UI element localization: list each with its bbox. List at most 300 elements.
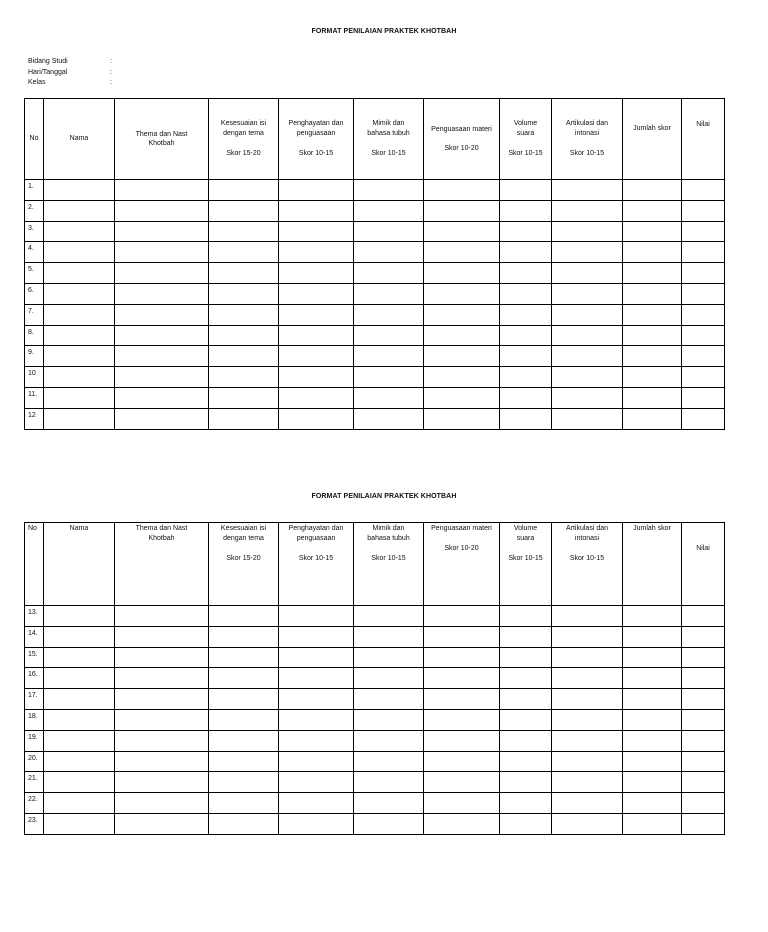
score-cell[interactable] [623,626,682,647]
score-cell[interactable] [44,626,115,647]
score-cell[interactable] [552,606,623,627]
header-volume: Volume suara Skor 10-15 [500,99,552,180]
score-cell[interactable] [682,793,725,814]
score-cell[interactable] [552,751,623,772]
score-cell[interactable] [682,346,725,367]
table-row [25,304,725,325]
score-cell[interactable] [424,283,500,304]
score-cell[interactable] [424,647,500,668]
score-cell[interactable] [424,626,500,647]
score-cell[interactable] [552,668,623,689]
score-cell[interactable] [500,200,552,221]
score-cell[interactable] [682,668,725,689]
score-cell[interactable] [279,200,354,221]
score-cell[interactable] [44,200,115,221]
header-nama: Nama [44,99,115,180]
score-cell[interactable] [623,751,682,772]
score-cell[interactable] [209,367,279,388]
score-cell[interactable] [209,346,279,367]
score-cell[interactable] [623,221,682,242]
table-row [25,606,725,627]
header-no: No [25,523,44,606]
score-cell[interactable] [115,387,209,408]
score-cell[interactable] [209,606,279,627]
score-cell[interactable] [44,793,115,814]
score-cell[interactable] [682,263,725,284]
score-cell[interactable] [623,325,682,346]
row-number: 11. [25,387,44,408]
score-cell[interactable] [424,730,500,751]
score-cell[interactable] [500,813,552,834]
score-cell[interactable] [354,813,424,834]
score-cell[interactable] [682,689,725,710]
score-cell[interactable] [44,606,115,627]
score-cell[interactable] [623,304,682,325]
meta-label: Kelas [28,79,46,86]
score-cell[interactable] [115,647,209,668]
score-cell[interactable] [279,709,354,730]
score-cell[interactable] [209,408,279,429]
meta-colon: : [110,68,112,76]
score-cell[interactable] [115,772,209,793]
header-penguasaan-materi: Penguasaan materi Skor 10-20 [424,99,500,180]
score-cell[interactable] [424,772,500,793]
score-cell[interactable] [552,221,623,242]
meta-row-kelas [28,78,128,89]
score-cell[interactable] [682,772,725,793]
score-cell[interactable] [623,793,682,814]
score-cell[interactable] [552,367,623,388]
score-cell[interactable] [354,221,424,242]
score-cell[interactable] [552,242,623,263]
score-cell[interactable] [552,793,623,814]
score-cell[interactable] [44,387,115,408]
score-cell[interactable] [44,647,115,668]
score-cell[interactable] [682,367,725,388]
score-cell[interactable] [209,709,279,730]
score-cell[interactable] [115,709,209,730]
score-cell[interactable] [500,751,552,772]
score-cell[interactable] [279,387,354,408]
score-cell[interactable] [279,263,354,284]
score-cell[interactable] [682,813,725,834]
score-cell[interactable] [279,751,354,772]
score-cell[interactable] [500,283,552,304]
score-cell[interactable] [623,813,682,834]
score-cell[interactable] [279,367,354,388]
header-artikulasi: Artikulasi dan intonasi Skor 10-15 [552,523,623,606]
score-cell[interactable] [209,668,279,689]
row-number: 22. [25,793,44,814]
table-row [25,730,725,751]
score-cell[interactable] [623,367,682,388]
score-cell[interactable] [623,283,682,304]
score-cell[interactable] [682,647,725,668]
table-row [25,408,725,429]
score-cell[interactable] [209,730,279,751]
score-cell[interactable] [44,709,115,730]
table-row [25,242,725,263]
score-cell[interactable] [115,408,209,429]
score-cell[interactable] [424,367,500,388]
row-number: 6. [25,283,44,304]
score-cell[interactable] [279,626,354,647]
score-cell[interactable] [682,304,725,325]
score-cell[interactable] [209,689,279,710]
row-number: 5. [25,263,44,284]
table-row [25,626,725,647]
score-cell[interactable] [115,668,209,689]
score-cell[interactable] [552,709,623,730]
score-cell[interactable] [354,689,424,710]
score-cell[interactable] [279,813,354,834]
score-cell[interactable] [552,408,623,429]
score-cell[interactable] [500,221,552,242]
score-cell[interactable] [623,387,682,408]
score-cell[interactable] [115,751,209,772]
score-cell[interactable] [500,626,552,647]
score-cell[interactable] [44,751,115,772]
table-row [25,325,725,346]
score-cell[interactable] [279,772,354,793]
score-cell[interactable] [279,647,354,668]
row-number: 8. [25,325,44,346]
score-cell[interactable] [424,304,500,325]
score-cell[interactable] [623,263,682,284]
header-penghayatan: Penghayatan dan penguasaan Skor 10-15 [279,99,354,180]
score-cell[interactable] [552,689,623,710]
score-cell[interactable] [682,606,725,627]
score-cell[interactable] [623,200,682,221]
score-cell[interactable] [682,283,725,304]
score-cell[interactable] [500,606,552,627]
score-cell[interactable] [500,772,552,793]
score-cell[interactable] [44,408,115,429]
score-cell[interactable] [623,180,682,201]
score-cell[interactable] [209,200,279,221]
score-cell[interactable] [279,180,354,201]
score-cell[interactable] [354,242,424,263]
row-number: 10 [25,367,44,388]
table-row [25,709,725,730]
score-cell[interactable] [115,793,209,814]
score-cell[interactable] [209,242,279,263]
score-cell[interactable] [500,689,552,710]
header-thema: Thema dan Nast Khotbah [115,99,209,180]
score-cell[interactable] [209,283,279,304]
score-cell[interactable] [279,304,354,325]
score-cell[interactable] [115,325,209,346]
score-cell[interactable] [354,772,424,793]
score-cell[interactable] [500,793,552,814]
score-cell[interactable] [354,180,424,201]
score-cell[interactable] [44,689,115,710]
score-cell[interactable] [552,387,623,408]
score-cell[interactable] [209,221,279,242]
score-cell[interactable] [424,325,500,346]
score-cell[interactable] [115,346,209,367]
row-number: 3. [25,221,44,242]
score-cell[interactable] [44,813,115,834]
score-cell[interactable] [44,346,115,367]
score-cell[interactable] [682,626,725,647]
score-cell[interactable] [354,751,424,772]
score-cell[interactable] [279,730,354,751]
table-row [25,180,725,201]
score-cell[interactable] [115,730,209,751]
score-cell[interactable] [279,283,354,304]
score-cell[interactable] [354,606,424,627]
row-number: 18. [25,709,44,730]
score-cell[interactable] [354,647,424,668]
score-cell[interactable] [354,408,424,429]
score-cell[interactable] [354,730,424,751]
row-number: 20. [25,751,44,772]
score-cell[interactable] [623,730,682,751]
meta-colon: : [110,58,112,65]
table-row [25,647,725,668]
header-no: No [25,99,44,180]
header-nilai: Nilai [682,99,725,180]
score-cell[interactable] [354,387,424,408]
score-cell[interactable] [279,346,354,367]
score-cell[interactable] [354,346,424,367]
header-volume: Volume suara Skor 10-15 [500,523,552,606]
score-cell[interactable] [44,668,115,689]
score-cell[interactable] [115,367,209,388]
score-cell[interactable] [279,221,354,242]
score-cell[interactable] [209,626,279,647]
score-cell[interactable] [552,283,623,304]
score-cell[interactable] [500,180,552,201]
score-cell[interactable] [354,263,424,284]
header-mimik: Mimik dan bahasa tubuh Skor 10-15 [354,523,424,606]
score-cell[interactable] [44,772,115,793]
score-cell[interactable] [279,325,354,346]
score-cell[interactable] [279,242,354,263]
score-cell[interactable] [500,242,552,263]
score-cell[interactable] [500,647,552,668]
score-cell[interactable] [682,221,725,242]
score-cell[interactable] [354,626,424,647]
assessment-table-1 [24,98,725,430]
score-cell[interactable] [44,325,115,346]
score-cell[interactable] [424,709,500,730]
row-number: 19. [25,730,44,751]
table-row [25,346,725,367]
score-cell[interactable] [623,689,682,710]
score-cell[interactable] [115,606,209,627]
score-cell[interactable] [552,772,623,793]
score-cell[interactable] [424,221,500,242]
score-cell[interactable] [44,221,115,242]
row-number: 23. [25,813,44,834]
score-cell[interactable] [500,367,552,388]
score-cell[interactable] [552,180,623,201]
score-cell[interactable] [115,626,209,647]
score-cell[interactable] [552,304,623,325]
score-cell[interactable] [424,242,500,263]
score-cell[interactable] [279,408,354,429]
header-kesesuaian: Kesesuaian isi dengan tema Skor 15-20 [209,523,279,606]
score-cell[interactable] [279,793,354,814]
score-cell[interactable] [115,283,209,304]
score-cell[interactable] [424,751,500,772]
score-cell[interactable] [354,325,424,346]
score-cell[interactable] [682,180,725,201]
score-cell[interactable] [44,283,115,304]
score-cell[interactable] [209,263,279,284]
header-nilai: Nilai [682,523,725,606]
table-row [25,283,725,304]
row-number: 7. [25,304,44,325]
score-cell[interactable] [424,668,500,689]
score-cell[interactable] [552,730,623,751]
score-cell[interactable] [623,408,682,429]
score-cell[interactable] [115,689,209,710]
score-cell[interactable] [623,772,682,793]
table-header-row [25,523,725,606]
score-cell[interactable] [354,200,424,221]
score-cell[interactable] [209,793,279,814]
score-cell[interactable] [682,751,725,772]
score-cell[interactable] [354,367,424,388]
row-number: 1. [25,180,44,201]
score-cell[interactable] [500,709,552,730]
score-cell[interactable] [424,263,500,284]
score-cell[interactable] [623,709,682,730]
meta-colon: : [110,79,112,86]
score-cell[interactable] [209,180,279,201]
score-cell[interactable] [354,283,424,304]
score-cell[interactable] [682,730,725,751]
score-cell[interactable] [552,200,623,221]
score-cell[interactable] [115,221,209,242]
score-cell[interactable] [552,325,623,346]
score-cell[interactable] [682,709,725,730]
score-cell[interactable] [354,668,424,689]
score-cell[interactable] [623,606,682,627]
score-cell[interactable] [44,180,115,201]
score-cell[interactable] [500,263,552,284]
row-number: 14. [25,626,44,647]
score-cell[interactable] [623,346,682,367]
score-cell[interactable] [623,242,682,263]
header-nama: Nama [44,523,115,606]
table-row [25,813,725,834]
score-cell[interactable] [209,304,279,325]
score-cell[interactable] [354,709,424,730]
score-cell[interactable] [44,263,115,284]
page-title: FORMAT PENILAIAN PRAKTEK KHOTBAH [311,28,457,35]
score-cell[interactable] [209,813,279,834]
score-cell[interactable] [552,346,623,367]
score-cell[interactable] [115,304,209,325]
score-cell[interactable] [209,325,279,346]
score-cell[interactable] [424,200,500,221]
score-cell[interactable] [424,346,500,367]
score-cell[interactable] [682,200,725,221]
score-cell[interactable] [682,408,725,429]
row-number: 16. [25,668,44,689]
score-cell[interactable] [44,242,115,263]
page-title-2: FORMAT PENILAIAN PRAKTEK KHOTBAH [311,493,457,500]
table-row [25,772,725,793]
score-cell[interactable] [682,325,725,346]
score-cell[interactable] [552,626,623,647]
score-cell[interactable] [424,606,500,627]
table-row [25,751,725,772]
score-cell[interactable] [424,387,500,408]
score-cell[interactable] [209,647,279,668]
meta-label: Bidang Studi [28,58,68,65]
score-cell[interactable] [500,408,552,429]
score-cell[interactable] [209,772,279,793]
score-cell[interactable] [424,180,500,201]
score-cell[interactable] [500,304,552,325]
header-penguasaan-materi: Penguasaan materi Skor 10-20 [424,523,500,606]
score-cell[interactable] [424,813,500,834]
score-cell[interactable] [279,606,354,627]
header-jumlah-skor: Jumlah skor [623,99,682,180]
score-cell[interactable] [500,730,552,751]
row-number: 13. [25,606,44,627]
score-cell[interactable] [209,751,279,772]
score-cell[interactable] [500,387,552,408]
score-cell[interactable] [500,346,552,367]
score-cell[interactable] [354,793,424,814]
score-cell[interactable] [44,730,115,751]
score-cell[interactable] [279,668,354,689]
row-number: 4. [25,242,44,263]
meta-row-hari-tanggal [28,68,128,79]
meta-label: Hari/Tanggal [28,68,68,76]
score-cell[interactable] [500,325,552,346]
score-cell[interactable] [552,263,623,284]
header-artikulasi: Artikulasi dan intonasi Skor 10-15 [552,99,623,180]
table-row [25,793,725,814]
score-cell[interactable] [44,304,115,325]
score-cell[interactable] [115,263,209,284]
score-cell[interactable] [424,689,500,710]
score-cell[interactable] [424,408,500,429]
table-row [25,387,725,408]
score-cell[interactable] [44,367,115,388]
score-cell[interactable] [354,304,424,325]
table-row [25,367,725,388]
score-cell[interactable] [682,242,725,263]
header-jumlah-skor: Jumlah skor [623,523,682,606]
score-cell[interactable] [115,200,209,221]
table-row [25,668,725,689]
score-cell[interactable] [424,793,500,814]
score-cell[interactable] [115,813,209,834]
score-cell[interactable] [623,668,682,689]
score-cell[interactable] [115,242,209,263]
table-row [25,221,725,242]
score-cell[interactable] [623,647,682,668]
score-cell[interactable] [552,813,623,834]
score-cell[interactable] [209,387,279,408]
score-cell[interactable] [552,647,623,668]
score-cell[interactable] [115,180,209,201]
score-cell[interactable] [682,387,725,408]
score-cell[interactable] [279,689,354,710]
header-mimik: Mimik dan bahasa tubuh Skor 10-15 [354,99,424,180]
table-row [25,263,725,284]
table-row [25,689,725,710]
score-cell[interactable] [500,668,552,689]
